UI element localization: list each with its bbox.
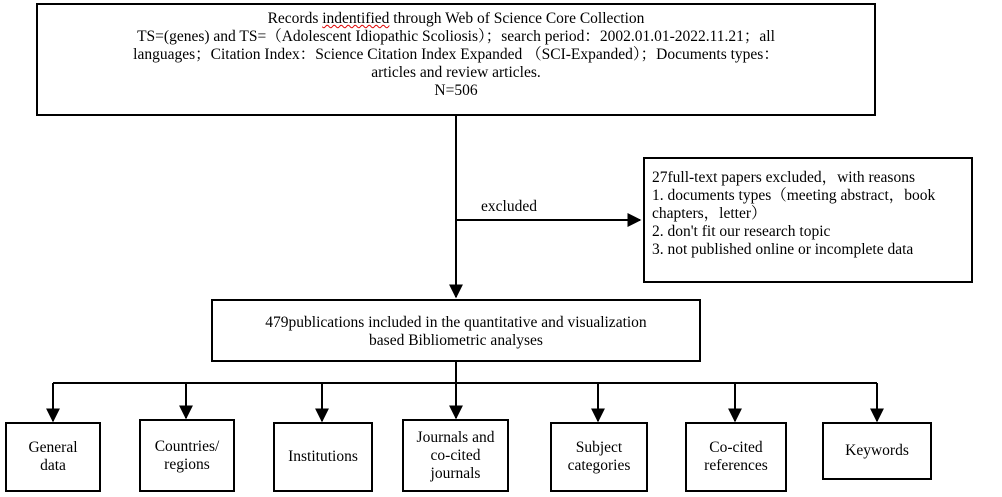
excluded-line: 27full-text papers excluded，with reasons [652,169,915,186]
records-identified-box [36,3,876,116]
records-line-5: N=506 [434,82,478,99]
category-institutions: Institutions [273,422,373,492]
excluded-line: 1. documents types（meeting abstract，book [652,187,936,204]
category-co-cited-references: Co-cited references [685,422,787,492]
excluded-line: 3. not published online or incomplete data [652,241,914,258]
category-countries-regions: Countries/ regions [139,419,235,492]
excluded-label: excluded [481,198,537,215]
excluded-line: chapters，letter） [652,205,767,222]
included-line-2: based Bibliometric analyses [369,332,543,349]
included-line-1: 479publications included in the quantitative and visualization [265,314,647,331]
publications-included-box [211,299,701,362]
records-line-3: languages；Citation Index：Science Citation Index Expanded （SCI-Expanded）；Documents types： [133,46,779,63]
misspelled-word: indentified [322,10,390,27]
excluded-line: 2. don't fit our research topic [652,223,831,240]
category-keywords: Keywords [822,422,932,480]
excluded-reasons-box [643,157,973,283]
records-line-4: articles and review articles. [371,64,541,81]
category-general-data: General data [5,422,101,492]
records-line-1: Records indentified through Web of Science Core Collection [267,10,645,27]
category-journals-co-cited-journals: Journals and co-cited journals [402,419,509,492]
category-subject-categories: Subject categories [550,422,648,492]
records-line-2: TS=(genes) and TS=（Adolescent Idiopathic Scoliosis）；search period：2002.01.01-2022.11.21；all [137,28,775,45]
